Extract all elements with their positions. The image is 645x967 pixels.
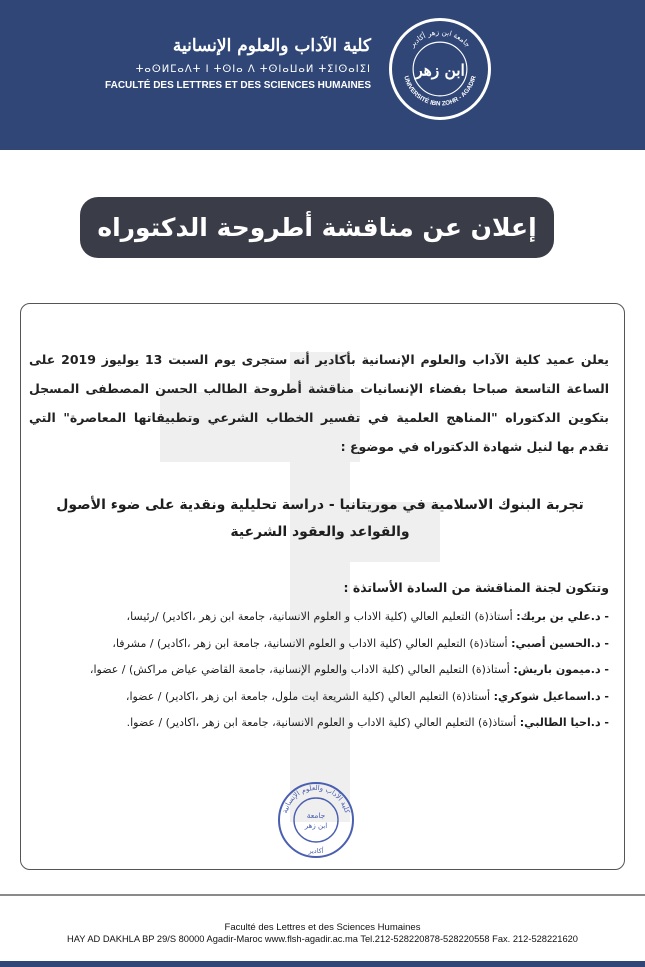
logo-ring-text-arabic: جامعة ابن زهر أكادير [407,27,473,49]
faculty-name-arabic: كلية الآداب والعلوم الإنسانية [172,36,371,56]
footer-contact: HAY AD DAKHLA BP 29/S 80000 Agadir-Maroc www.flsh-agadir.ac.ma Tel.212-528220878-528220558 Fax. 212-528221620 [67,934,578,944]
footer-divider [0,894,645,896]
university-logo [389,18,491,120]
committee-member: - د.احيا الطالبي: أستاذ(ة) التعليم العالي (كلية الاداب و العلوم الانسانية، جامعة ابن زهر ،اكادير) / عضوا. [126,716,609,729]
faculty-stamp [276,780,356,860]
committee-intro: وتتكون لجنة المناقشة من السادة الأساتذة : [343,580,609,595]
thesis-subject: تجربة البنوك الاسلامية في موريتانيا - دراسة تحليلية ونقدية على ضوء الأصول والقواعد والعقود الشرعية [56,497,584,540]
stamp-ring-text: كلية الآداب والعلوم الإنسانية [280,783,352,815]
committee-member: - د.ميمون باريش: أستاذ(ة) التعليم العالي (كلية الاداب والعلوم الإنسانية، جامعة القاضي عياض مراكش) / عضوا، [89,663,609,676]
stamp-center-top: جامعة [306,811,326,820]
footer-faculty-name: Faculté des Lettres et des Sciences Humaines [224,922,421,933]
header-banner [0,0,645,150]
logo-center-text: ابن زهر [415,61,465,80]
announcement-paragraph: يعلن عميد كلية الآداب والعلوم الإنسانية بأكادير أنه ستجرى يوم السبت 13 يوليوز 2019 على الساعة التاسعة صباحا بفضاء الإنسانيات مناقشة أطروحة الطالب الحسن المصطفى المسجل بتكوين الدكتوراه "المناهج العلمية في تفسير الخطاب الشرعي وتطبيقاتها المعاصرة" التي تقدم بها لنيل شهادة الدكتوراه في موضوع : [29,352,609,454]
announcement-title-banner [80,197,554,258]
bottom-bar [0,961,645,967]
committee-member: - د.اسماعيل شوكري: أستاذ(ة) التعليم العالي (كلية الشريعة ايت ملول، جامعة ابن زهر ،اكادير) / عضوا، [125,689,609,703]
committee-member: - د.الحسين أصبي: أستاذ(ة) التعليم العالي (كلية الاداب و العلوم الانسانية، جامعة ابن زهر ،اكادير) / مشرفا، [112,636,609,650]
svg-text:جامعة ابن زهر أكادير [407,27,472,49]
page-title: إعلان عن مناقشة أطروحة الدكتوراه [97,213,537,242]
logo-ring-text: UNIVERSITÉ IBN ZOHR - AGADIR [402,75,478,108]
faculty-name-french: FACULTÉ DES LETTRES ET DES SCIENCES HUMAINES [105,80,371,91]
faculty-name-tifinagh: ⵜⴰⵙⵍⵎⴰⴷⵜ ⵏ ⵜⵙⵏⴰ ⴷ ⵜⵙⵏⴰⵡⴰⵍ ⵜⵉⵏⵙⴰⵏⵉⵏ [135,64,371,75]
committee-list [29,604,609,737]
stamp-center-mid: ابن زهر [304,822,328,830]
committee-member: - د.علي بن بريك: أستاذ(ة) التعليم العالي (كلية الاداب و العلوم الانسانية، جامعة ابن زهر ،اكادير) /رئيسا، [126,610,609,623]
stamp-bottom-text: أكادير [308,847,324,855]
